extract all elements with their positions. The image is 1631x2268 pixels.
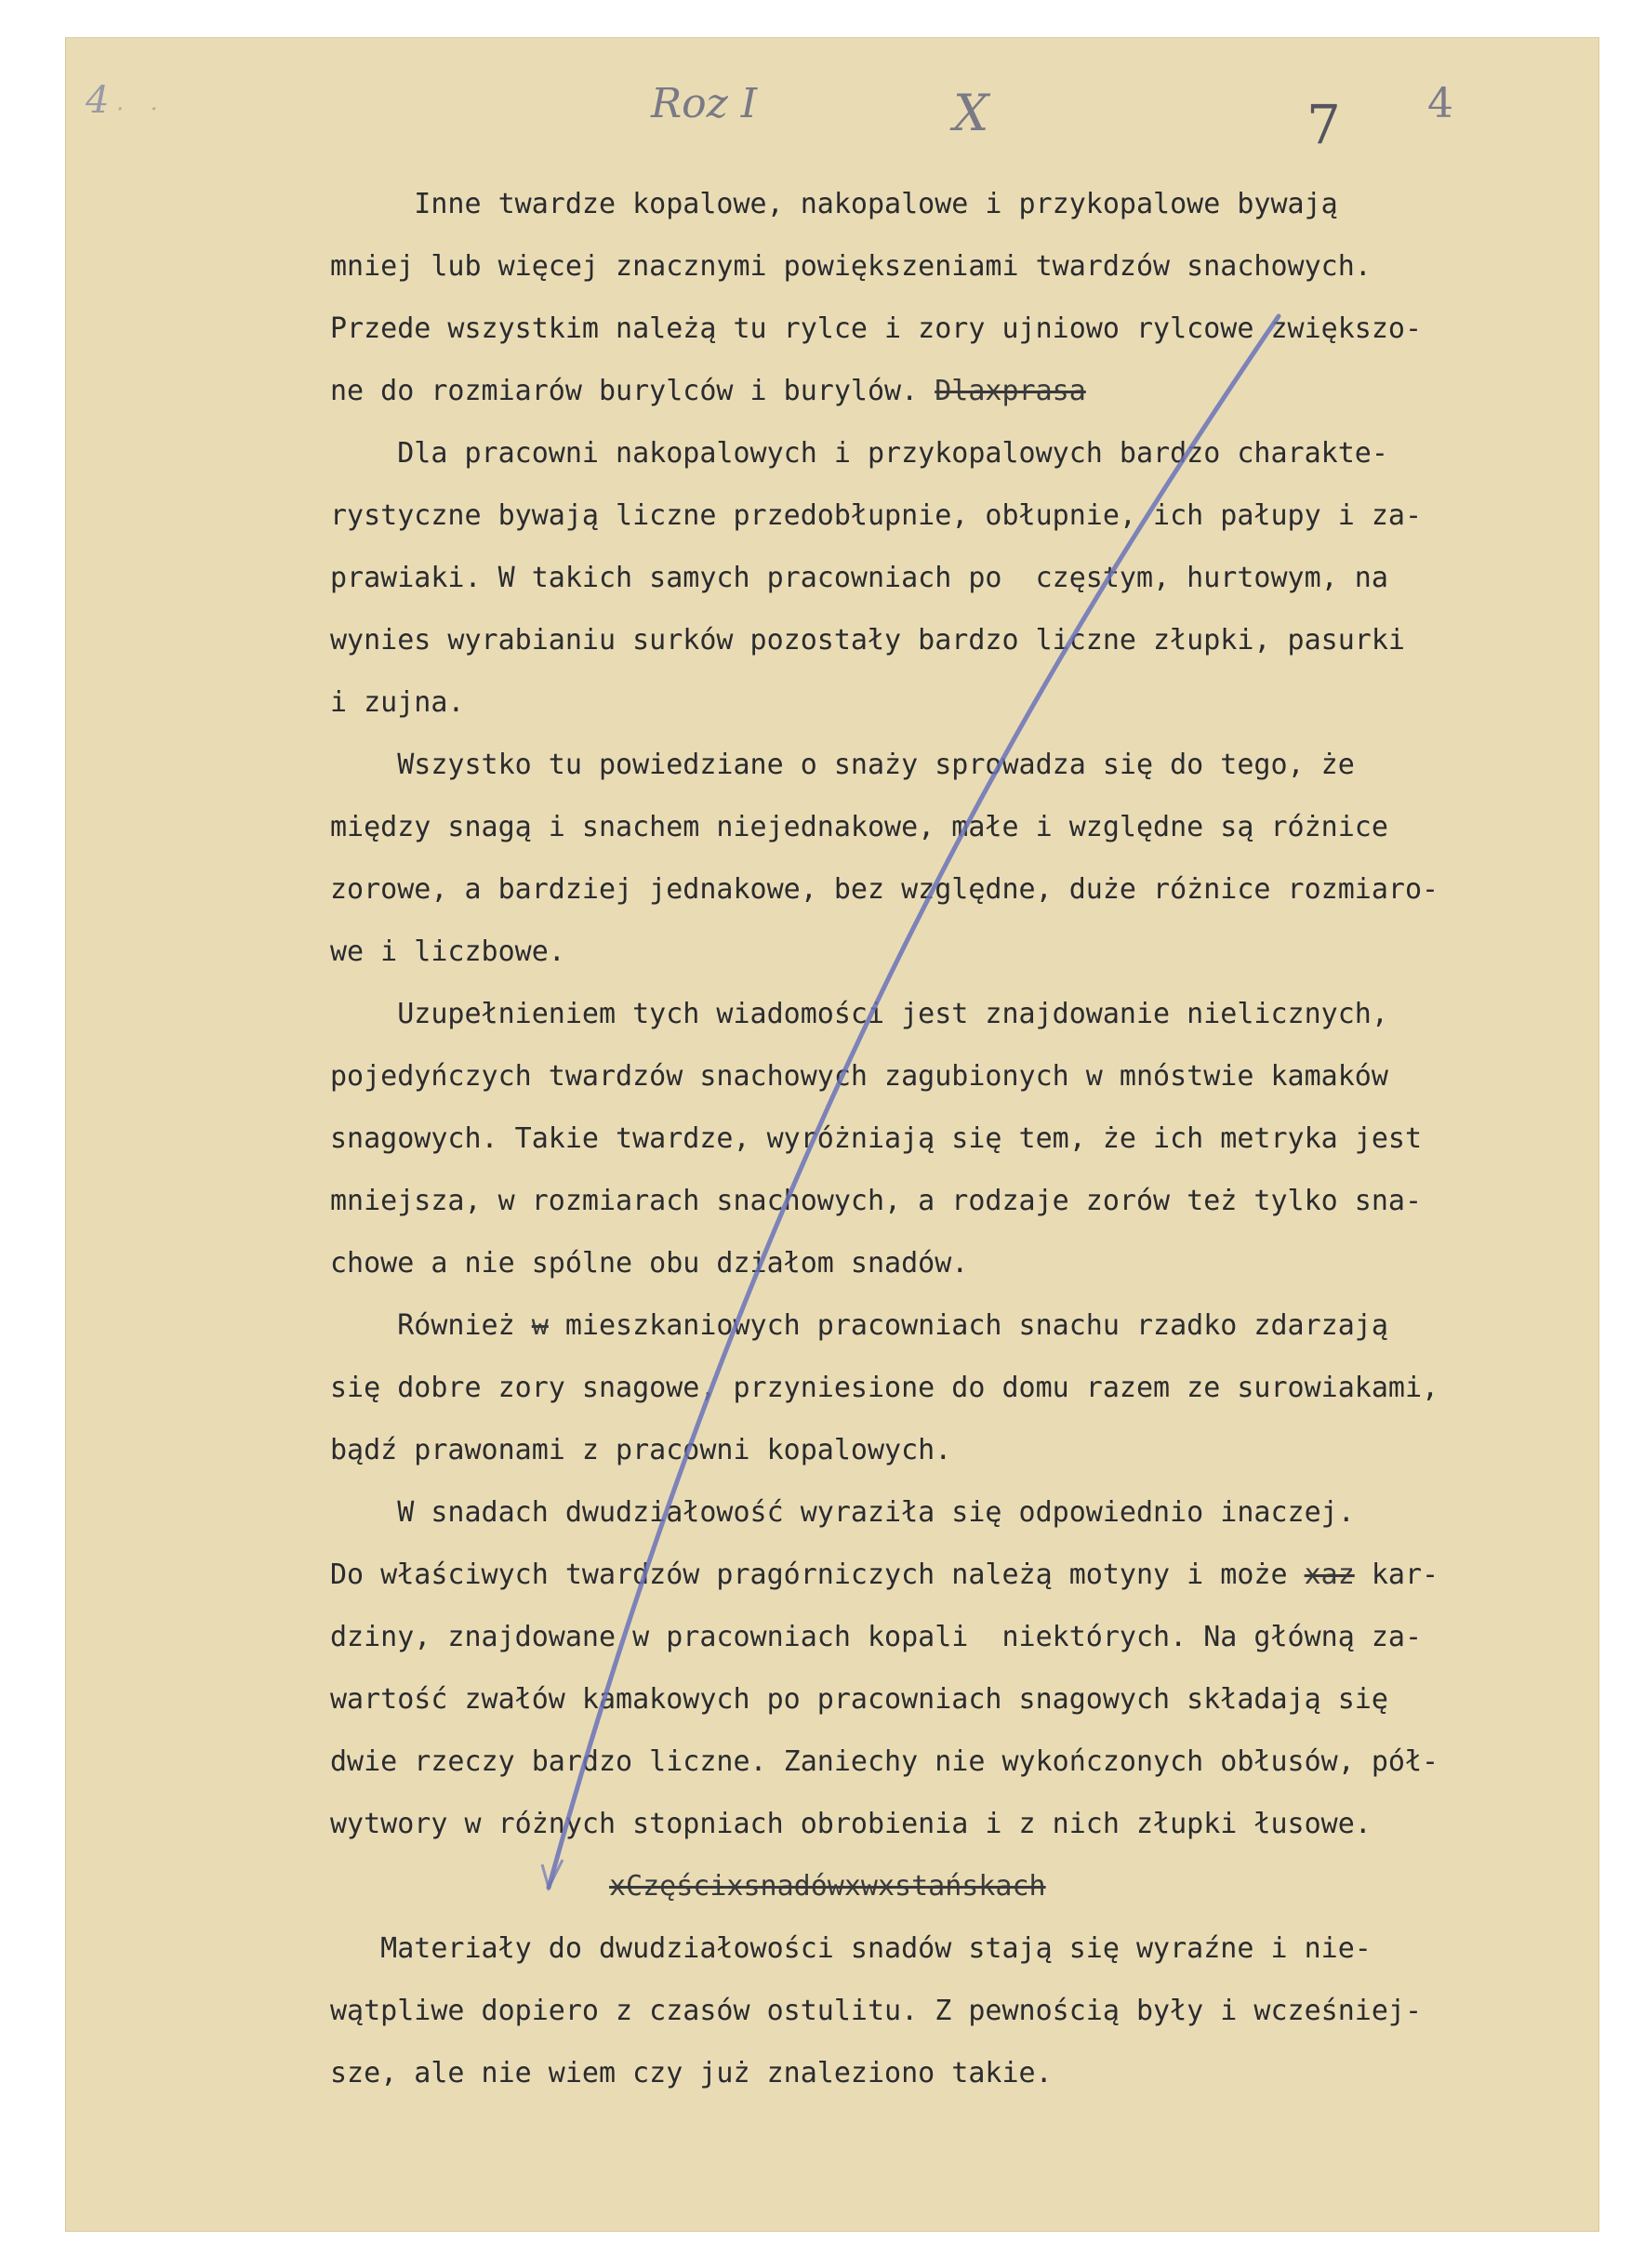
text-segment: Do właściwych twardzów pragórniczych należą motyny i może: [330, 1558, 1305, 1591]
text-line: wątpliwe dopiero z czasów ostulitu. Z pewnością były i wcześniej-: [330, 1995, 1422, 2027]
text-line: mniej lub więcej znacznymi powiększeniami twardzów snachowych.: [330, 250, 1372, 283]
text-line: sze, ale nie wiem czy już znaleziono takie.: [330, 2057, 1053, 2089]
text-segment: Również: [330, 1309, 532, 1342]
text-line: wynies wyrabianiu surków pozostały bardzo liczne złupki, pasurki: [330, 624, 1405, 657]
text-line: rystyczne bywają liczne przedobłupnie, obłupnie, ich pałupy i za-: [330, 499, 1422, 532]
text-line: prawiaki. W takich samych pracowniach po częstym, hurtowym, na: [330, 562, 1388, 594]
struck-text: Dlaxprasa: [935, 375, 1086, 407]
text-line: wytwory w różnych stopniach obrobienia i z nich złupki łusowe.: [330, 1808, 1372, 1840]
text-line: [330, 373, 1086, 410]
text-line: dwie rzeczy bardzo liczne. Zaniechy nie wykończonych obłusów, pół-: [330, 1745, 1439, 1778]
text-line: Materiały do dwudziałowości snadów stają się wyraźne i nie-: [330, 1932, 1372, 1965]
text-segment: mieszkaniowych pracowniach snachu rzadko zdarzają: [548, 1309, 1388, 1342]
text-line: dziny, znajdowane w pracowniach kopali niektórych. Na główną za-: [330, 1621, 1422, 1653]
text-line: między snagą i snachem niejednakowe, małe i względne są różnice: [330, 811, 1388, 843]
text-line: i zujna.: [330, 686, 465, 719]
text-segment: kar-: [1354, 1558, 1439, 1591]
text-line: wartość zwałów kamakowych po pracowniach snagowych składają się: [330, 1683, 1388, 1716]
text-line: Przede wszystkim należą tu rylce i zory ujniowo rylcowe zwiększo-: [330, 312, 1422, 345]
struck-heading: [609, 1868, 1046, 1905]
text-line: we i liczbowe.: [330, 935, 565, 968]
text-line: [330, 1307, 1388, 1345]
handwritten-corner-number: 4: [86, 79, 110, 122]
text-line: bądź prawonami z pracowni kopalowych.: [330, 1434, 952, 1466]
struck-text: xaz: [1304, 1558, 1355, 1591]
text-line: [330, 1557, 1439, 1594]
text-line: chowe a nie spólne obu działom snadów.: [330, 1247, 969, 1280]
handwritten-dots: · ·: [116, 96, 167, 124]
handwritten-roman-numeral: X: [953, 84, 989, 142]
text-line: się dobre zory snagowe, przyniesione do domu razem ze surowiakami,: [330, 1372, 1439, 1404]
struck-text: xCzęścixsnadówxwxstańskach: [609, 1870, 1046, 1903]
text-segment: ne do rozmiarów burylców i burylów.: [330, 375, 935, 407]
text-line: Dla pracowni nakopalowych i przykopalowych bardzo charakte-: [330, 437, 1388, 470]
text-line: zorowe, a bardziej jednakowe, bez względne, duże różnice rozmiaro-: [330, 873, 1439, 906]
struck-text: w: [531, 1309, 549, 1342]
text-line: snagowych. Takie twardze, wyróżniają się tem, że ich metryka jest: [330, 1122, 1422, 1155]
handwritten-page-number: 7: [1306, 93, 1341, 156]
text-line: mniejsza, w rozmiarach snachowych, a rodzaje zorów też tylko sna-: [330, 1185, 1422, 1217]
handwritten-corner-number-right: 4: [1427, 80, 1453, 127]
text-line: Uzupełnieniem tych wiadomości jest znajdowanie nielicznych,: [330, 998, 1388, 1030]
text-line: pojedyńczych twardzów snachowych zagubionych w mnóstwie kamaków: [330, 1060, 1388, 1093]
text-line: Wszystko tu powiedziane o snaży sprowadza się do tego, że: [330, 749, 1355, 781]
text-line: W snadach dwudziałowość wyraziła się odpowiednio inaczej.: [330, 1496, 1355, 1529]
handwritten-roz-note: Roz I: [651, 80, 758, 127]
text-line: Inne twardze kopalowe, nakopalowe i przykopalowe bywają: [330, 188, 1338, 220]
